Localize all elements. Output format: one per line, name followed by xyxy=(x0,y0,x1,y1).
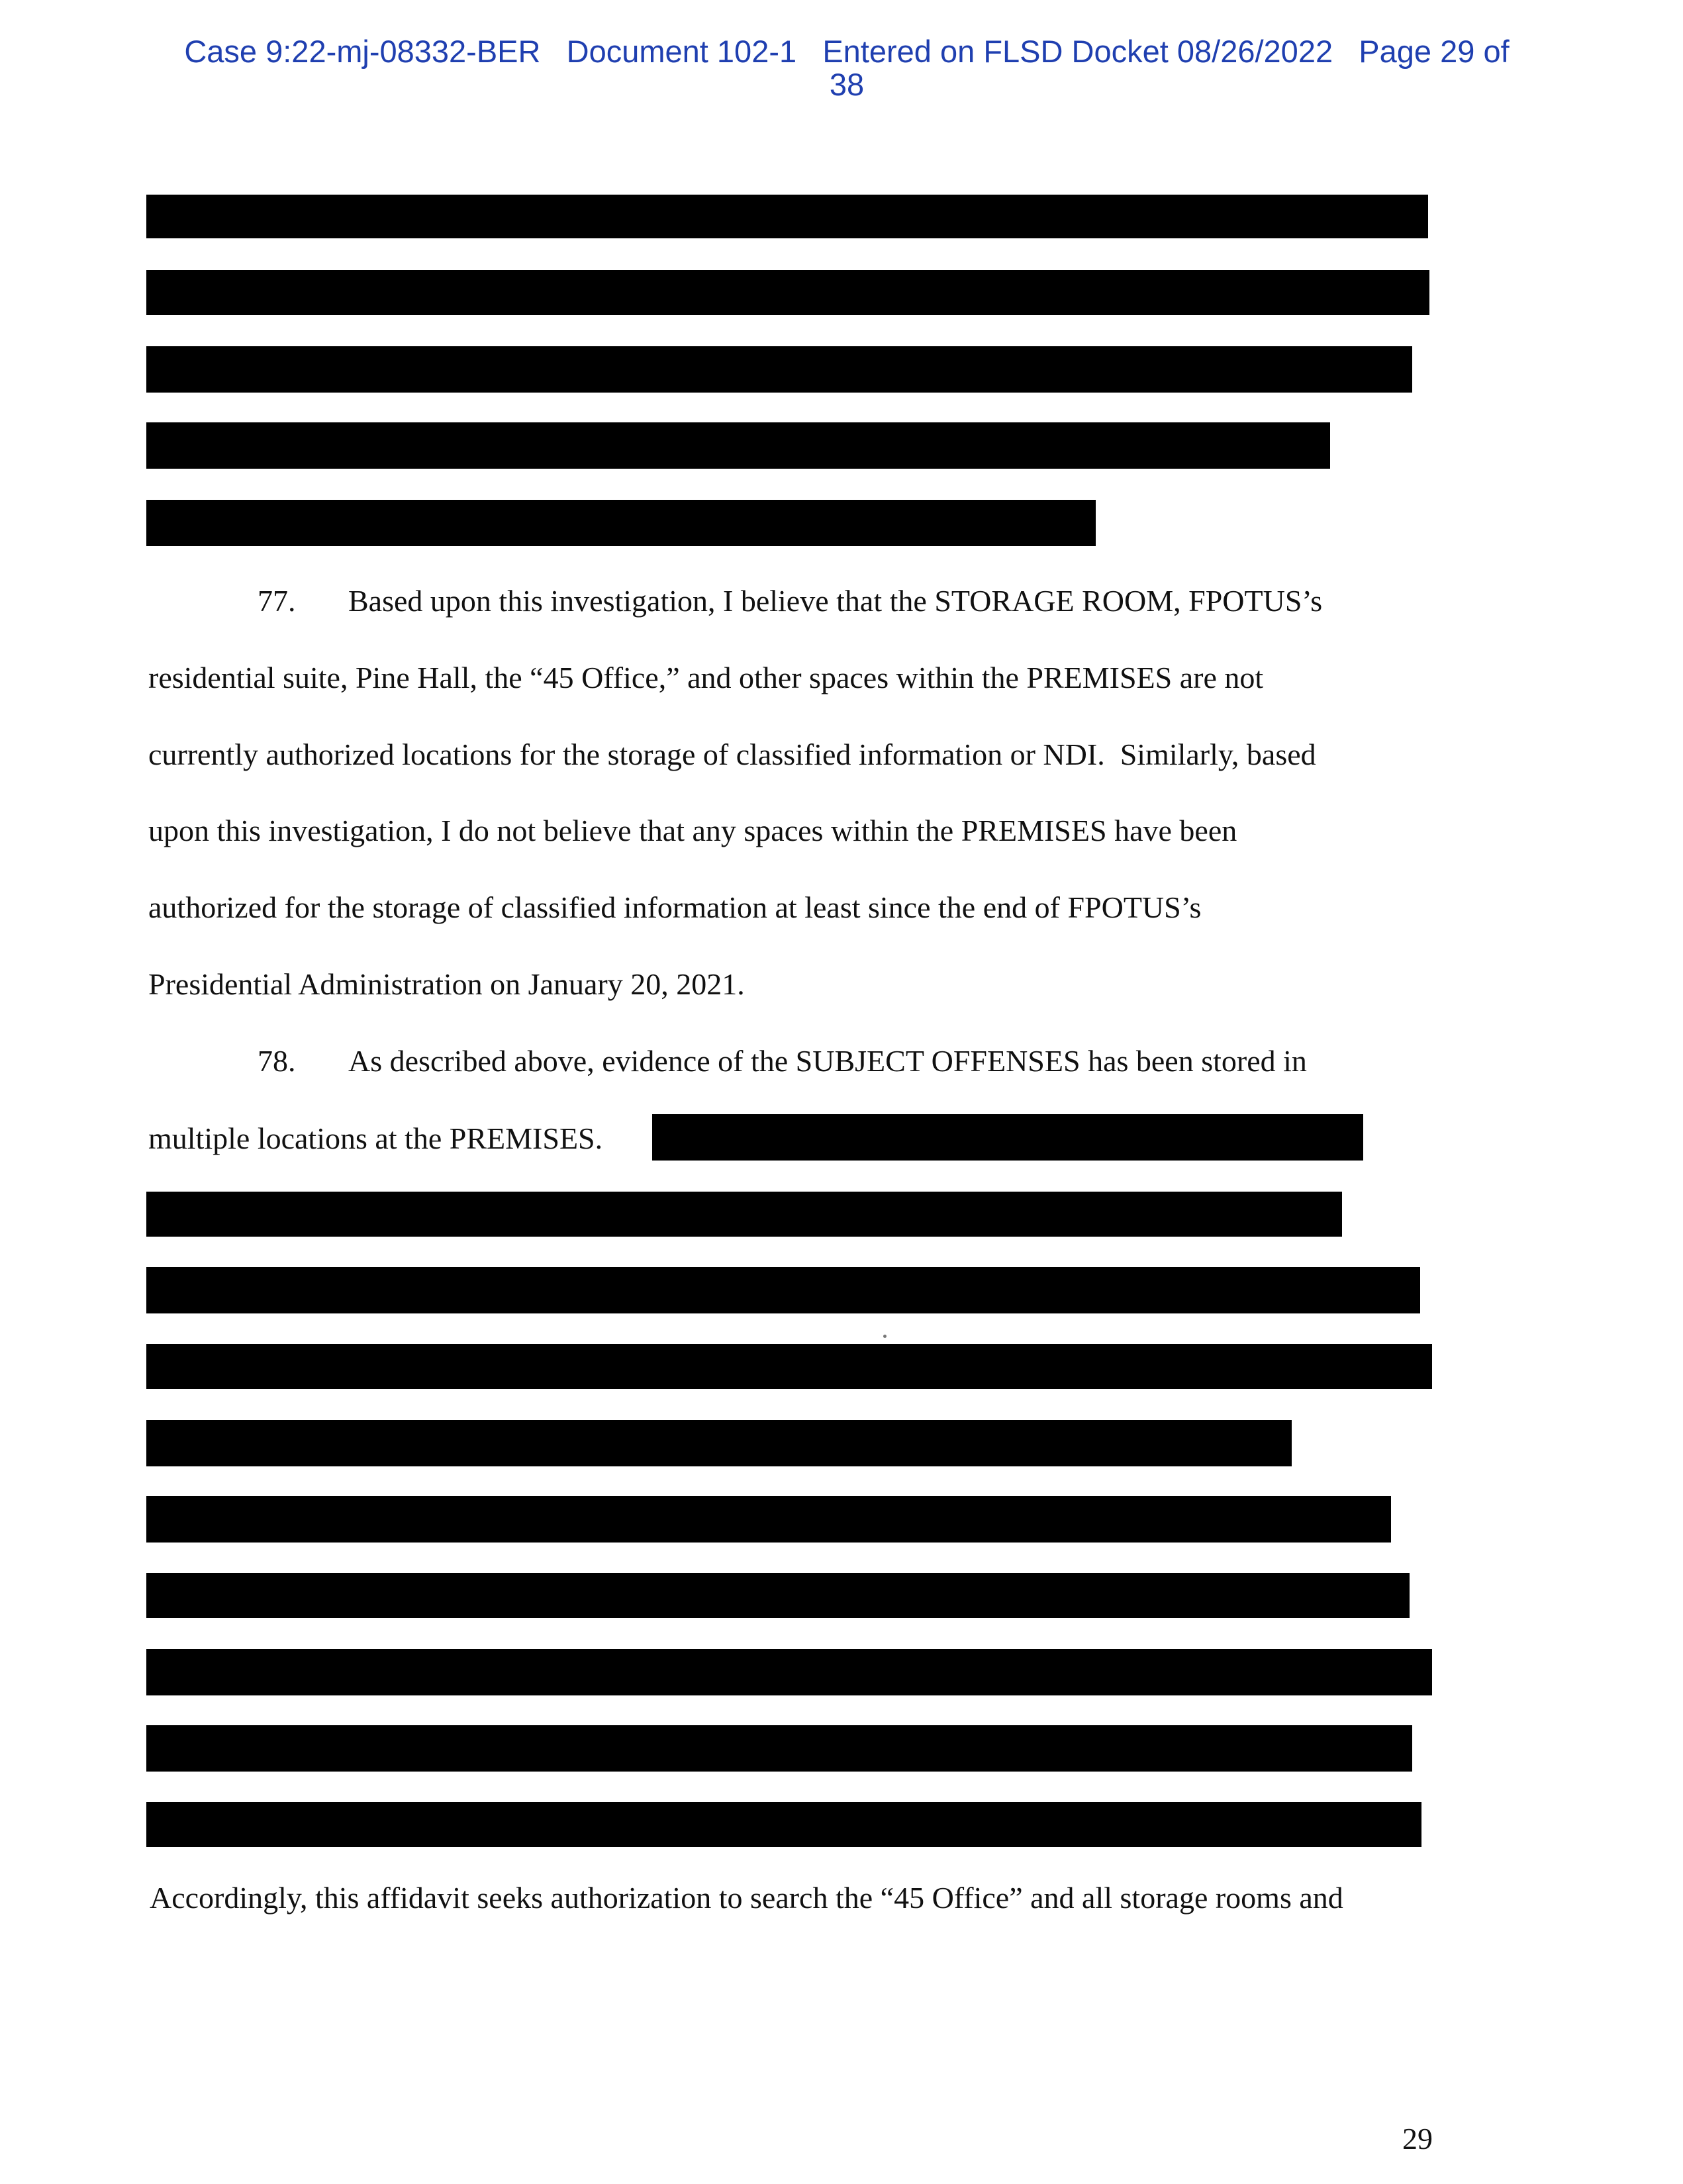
paragraph-77-line: Based upon this investigation, I believe that the STORAGE ROOM, FPOTUS’s xyxy=(348,584,1323,618)
closing-line: Accordingly, this affidavit seeks authorization to search the “45 Office” and all storage rooms and xyxy=(150,1881,1343,1915)
redaction-bar xyxy=(146,1649,1432,1695)
filing-header-stamp-continued xyxy=(5,69,1683,100)
paragraph-77-line: authorized for the storage of classified information at least since the end of FPOTUS’s xyxy=(148,890,1202,924)
document-number: Document 102-1 xyxy=(566,34,797,69)
redaction-bar xyxy=(652,1114,1363,1161)
redaction-bar xyxy=(146,1496,1391,1543)
case-number: Case 9:22-mj-08332-BER xyxy=(184,34,541,69)
redaction-bar xyxy=(146,270,1429,315)
page-of-label: Page 29 of xyxy=(1359,34,1510,69)
paragraph-77-line: upon this investigation, I do not believe that any spaces within the PREMISES have been xyxy=(148,814,1237,847)
total-pages: 38 xyxy=(829,67,865,102)
paragraph-number: 78. xyxy=(258,1044,296,1078)
scan-speck xyxy=(883,1335,887,1338)
redaction-bar xyxy=(146,1267,1420,1313)
redaction-bar xyxy=(146,1420,1292,1466)
paragraph-number: 77. xyxy=(258,584,296,618)
paragraph-77-line: residential suite, Pine Hall, the “45 Office,” and other spaces within the PREMISES are not xyxy=(148,661,1264,694)
redaction-bar xyxy=(146,346,1412,393)
paragraph-77-line: currently authorized locations for the storage of classified information or NDI. Similarly, based xyxy=(148,737,1316,771)
redaction-bar xyxy=(146,1192,1342,1237)
filing-header-stamp xyxy=(5,36,1683,67)
redaction-bar xyxy=(146,1573,1410,1618)
redaction-bar xyxy=(146,1802,1421,1847)
paragraph-78-line: As described above, evidence of the SUBJECT OFFENSES has been stored in xyxy=(348,1044,1307,1078)
redaction-bar xyxy=(146,195,1428,238)
redaction-bar xyxy=(146,500,1096,546)
paragraph-78-line: multiple locations at the PREMISES. xyxy=(148,1121,603,1155)
docket-entry-date: Entered on FLSD Docket 08/26/2022 xyxy=(822,34,1333,69)
redaction-bar xyxy=(146,1344,1432,1389)
redaction-bar xyxy=(146,1725,1412,1772)
page-number: 29 xyxy=(1402,2122,1433,2156)
redaction-bar xyxy=(146,422,1330,469)
paragraph-77-line: Presidential Administration on January 20, 2021. xyxy=(148,967,745,1001)
